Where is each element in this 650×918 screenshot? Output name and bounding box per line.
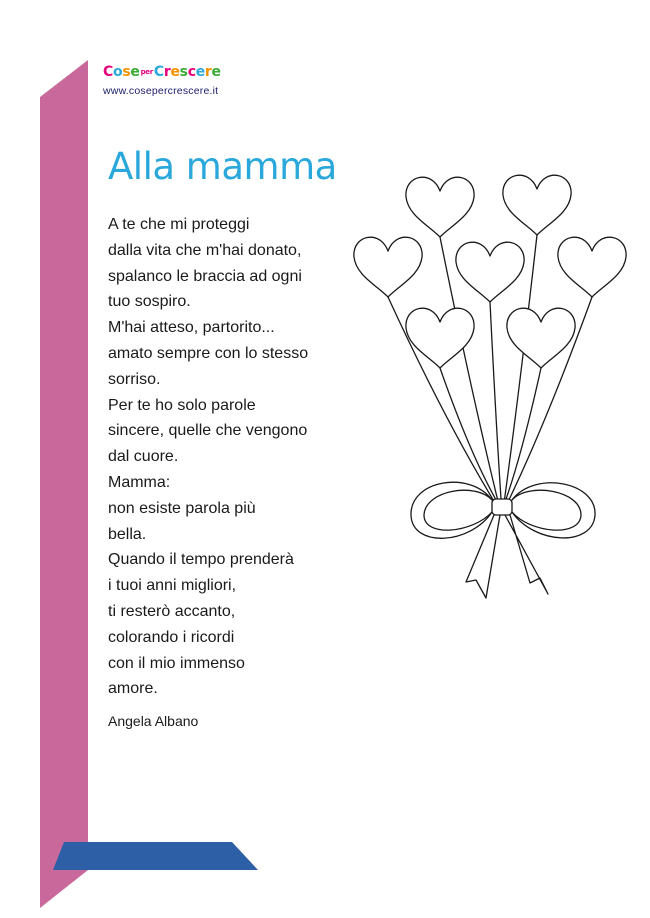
heart-balloon-icon bbox=[354, 237, 422, 297]
heart-balloon-icon bbox=[507, 308, 575, 368]
heart-bouquet-illustration bbox=[350, 165, 640, 615]
heart-balloons bbox=[354, 175, 626, 368]
logo-letter: e bbox=[170, 64, 180, 80]
poem-line: tuo sospiro. bbox=[108, 293, 191, 311]
poem-line: colorando i ricordi bbox=[108, 628, 235, 646]
poem-line: bella. bbox=[108, 525, 147, 543]
logo-letter: s bbox=[179, 64, 188, 80]
poem-line: i tuoi anni migliori, bbox=[108, 577, 237, 595]
heart-balloon-icon bbox=[406, 177, 474, 237]
heart-balloon-icon bbox=[558, 237, 626, 297]
poem-line: ti resterò accanto, bbox=[108, 602, 236, 620]
heart-balloon-icon bbox=[503, 175, 571, 235]
poem-line: non esiste parola più bbox=[108, 499, 256, 517]
poem-line: M'hai atteso, partorito... bbox=[108, 319, 275, 337]
poem-line: dal cuore. bbox=[108, 448, 179, 466]
poem-author: Angela Albano bbox=[108, 713, 199, 729]
poem-line: amato sempre con lo stesso bbox=[108, 344, 309, 362]
poem-line: sorriso. bbox=[108, 370, 161, 388]
heart-balloon-icon bbox=[456, 242, 524, 302]
pink-ribbon bbox=[40, 60, 88, 908]
poem-line: Quando il tempo prenderà bbox=[108, 551, 294, 569]
blue-base-band bbox=[53, 842, 258, 870]
logo-letter: r bbox=[204, 64, 212, 80]
logo-letter: e bbox=[211, 64, 221, 80]
poem-line: Mamma: bbox=[108, 473, 171, 491]
heart-balloon-icon bbox=[406, 308, 474, 368]
logo-letter: s bbox=[122, 64, 131, 80]
logo-letter: c bbox=[187, 64, 196, 80]
poem-text bbox=[108, 212, 308, 702]
logo-letter: o bbox=[112, 64, 123, 80]
logo-letter: C bbox=[153, 64, 164, 80]
bow-icon bbox=[411, 482, 595, 598]
logo-letter: per bbox=[140, 68, 153, 76]
poem-line: Per te ho solo parole bbox=[108, 396, 256, 414]
logo-letter: r bbox=[163, 64, 171, 80]
logo-letter: C bbox=[103, 64, 113, 80]
poem-line: sincere, quelle che vengono bbox=[108, 422, 308, 440]
site-url[interactable]: www.cosepercrescere.it bbox=[103, 85, 219, 97]
poem-line: amore. bbox=[108, 680, 158, 698]
page-title: Alla mamma bbox=[108, 145, 337, 188]
poem-line: A te che mi proteggi bbox=[108, 216, 250, 233]
poem-line: con il mio immenso bbox=[108, 654, 245, 672]
logo-wordmark bbox=[103, 64, 221, 80]
logo-letter: e bbox=[195, 64, 205, 80]
site-logo[interactable] bbox=[103, 64, 221, 97]
logo-letter: e bbox=[130, 64, 140, 80]
poem-line: spalanco le braccia ad ogni bbox=[108, 267, 302, 285]
poem-line: dalla vita che m'hai donato, bbox=[108, 241, 302, 259]
